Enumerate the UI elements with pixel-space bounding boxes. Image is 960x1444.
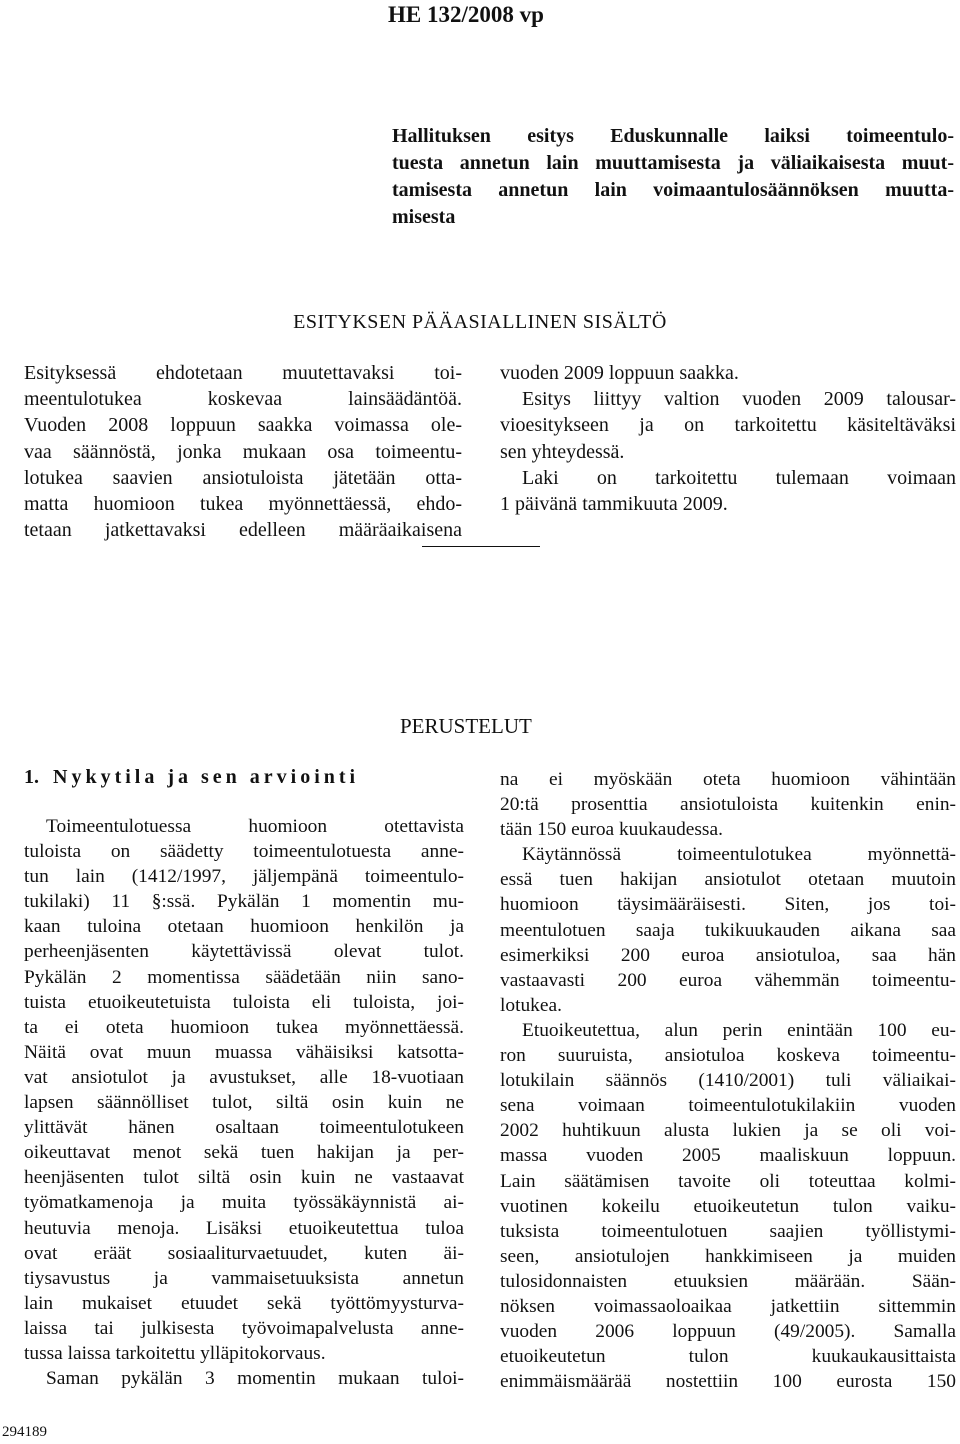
text-line: vuotinen kokeilu etuoikeutetun tulon vaiku- bbox=[500, 1195, 956, 1217]
text-line: Pykälän 2 momentissa säädetään niin sano- bbox=[24, 966, 464, 988]
text-line: tiysavustus ja vammaisetuuksista annetun bbox=[24, 1267, 464, 1289]
text-line: seen, ansiotulojen hankkimiseen ja muiden bbox=[500, 1245, 956, 1267]
section-title: Nykytila ja sen arviointi bbox=[53, 766, 360, 788]
text-line: työmatkamenoja ja muita työssäkäynnistä ai- bbox=[24, 1192, 464, 1214]
text-line: laissa tai julkisesta työvoimapalvelusta anne- bbox=[24, 1317, 464, 1339]
text-line: Esityksessä ehdotetaan muutettavaksi toi- bbox=[24, 362, 462, 384]
text-line: kaan tuloina otetaan huomioon henkilön ja bbox=[24, 916, 464, 938]
text-line: tään 150 euroa kuukaudessa. bbox=[500, 819, 723, 841]
text-line: Etuoikeutettua, alun perin enintään 100 eu- bbox=[522, 1019, 956, 1041]
text-line: huomioon täysimääräisesti. Siten, jos toi- bbox=[500, 894, 956, 916]
text-line: lain mukaiset etuudet sekä työttömyysturva- bbox=[24, 1292, 464, 1314]
text-line: tulosidonnaisten etuuksien määrään. Sään- bbox=[500, 1270, 956, 1292]
section-divider bbox=[422, 546, 540, 547]
text-line: 1 päivänä tammikuuta 2009. bbox=[500, 493, 728, 516]
text-line: matta huomioon tukea myönnettäessä, ehdo- bbox=[24, 493, 462, 516]
title-line: tamisesta annetun lain voimaantulosäännöksen muutta- bbox=[392, 179, 954, 201]
text-line: vat ansiotulot ja avustukset, alle 18-vuotiaan bbox=[24, 1066, 464, 1088]
text-line: Toimeentulotuessa huomioon otettavista bbox=[46, 816, 464, 837]
title-line: Hallituksen esitys Eduskunnalle laiksi toimeentulo- bbox=[392, 125, 954, 147]
text-line: tukilaki) 11 §:ssä. Pykälän 1 momentin mu- bbox=[24, 891, 464, 913]
text-line: tussa laissa tarkoitettu ylläpitokorvaus. bbox=[24, 1342, 326, 1364]
title-line: misesta bbox=[392, 206, 456, 228]
text-line: ron suuruista, ansiotuloa koskeva toimeentu- bbox=[500, 1045, 956, 1067]
text-line: massa vuoden 2005 maaliskuun loppuun. bbox=[500, 1145, 956, 1167]
text-line: heenjäsenten tulot siltä osin kuin ne vastaavat bbox=[24, 1167, 464, 1189]
text-line: Lain säätämisen tavoite oli toteuttaa kolmi- bbox=[500, 1170, 956, 1192]
text-line: lotukea. bbox=[500, 994, 562, 1016]
bill-title bbox=[392, 123, 954, 231]
page-number: 294189 bbox=[2, 1424, 47, 1440]
text-line: vastaavasti 200 euroa vähemmän toimeentu- bbox=[500, 969, 956, 991]
text-line: vaa säännöstä, jonka mukaan osa toimeentu- bbox=[24, 440, 462, 463]
text-line: ta ei oteta huomioon tukea myönnettäessä. bbox=[24, 1016, 464, 1038]
text-line: tuista etuoikeutetuista tuloista eli tuloista, joi- bbox=[24, 991, 464, 1013]
reasons-heading: PERUSTELUT bbox=[400, 714, 532, 738]
text-line: Näitä ovat muun muassa vähäisiksi katsotta- bbox=[24, 1041, 464, 1063]
text-line: tetaan jatkettavaksi edelleen määräaikaisena bbox=[24, 519, 462, 542]
summary-heading: ESITYKSEN PÄÄASIALLINEN SISÄLTÖ bbox=[293, 311, 667, 333]
text-line: etuoikeutetun tulon kuukaukausittaista bbox=[500, 1346, 956, 1368]
text-line: ovat eräät sosiaaliturvaetuudet, kuten äi- bbox=[24, 1242, 464, 1264]
text-line: oikeuttavat menot sekä tuen hakijan ja per- bbox=[24, 1142, 464, 1164]
text-line: heutuvia menoja. Lisäksi etuoikeutettua tuloa bbox=[24, 1217, 464, 1239]
text-line: lotukea saavien ansiotuloista jätetään otta- bbox=[24, 466, 462, 489]
text-line: essä tuen hakijan ansiotulot otetaan muutoin bbox=[500, 869, 956, 891]
text-line: Käytännössä toimeentulotukea myönnettä- bbox=[522, 844, 956, 866]
text-line: Saman pykälän 3 momentin mukaan tuloi- bbox=[46, 1368, 464, 1390]
text-line: enimmäismäärää nostettiin 100 eurosta 150 bbox=[500, 1371, 956, 1393]
text-line: tun lain (1412/1997, jäljempänä toimeentulo- bbox=[24, 866, 464, 888]
body-left-column bbox=[24, 814, 464, 1391]
body-right-column bbox=[500, 767, 956, 1394]
section-number: 1. bbox=[24, 766, 39, 788]
text-line: Laki on tarkoitettu tulemaan voimaan bbox=[522, 466, 956, 489]
text-line: tuksista toimeentulotuen saajien työllistymi- bbox=[500, 1220, 956, 1242]
title-line: tuesta annetun lain muuttamisesta ja väliaikaisesta muut- bbox=[392, 152, 954, 174]
summary-right-column bbox=[500, 360, 956, 517]
text-line: 20:tä prosenttia ansiotuloista kuitenkin enin- bbox=[500, 794, 956, 816]
text-line: vuoden 2006 loppuun (49/2005). Samalla bbox=[500, 1321, 956, 1343]
text-line: sen yhteydessä. bbox=[500, 440, 625, 463]
text-line: lotukilain säännös (1410/2001) tuli väliaikai- bbox=[500, 1070, 956, 1092]
text-line: meentulotuen saaja tukikuukauden aikana saa bbox=[500, 919, 956, 941]
text-line: vuoden 2009 loppuun saakka. bbox=[500, 362, 739, 384]
section-heading bbox=[24, 766, 359, 789]
text-line: na ei myöskään oteta huomioon vähintään bbox=[500, 769, 956, 790]
text-line: Vuoden 2008 loppuun saakka voimassa ole- bbox=[24, 414, 462, 437]
text-line: sena voimaan toimeentulotukilakiin vuoden bbox=[500, 1095, 956, 1117]
text-line: 2002 huhtikuun alusta lukien ja se oli voi- bbox=[500, 1120, 956, 1142]
summary-left-column bbox=[24, 360, 462, 543]
text-line: meentulotukea koskevaa lainsäädäntöä. bbox=[24, 388, 462, 411]
text-line: Esitys liittyy valtion vuoden 2009 talousar- bbox=[522, 388, 956, 411]
text-line: vioesitykseen ja on tarkoitettu käsiteltäväksi bbox=[500, 414, 956, 437]
document-id: HE 132/2008 vp bbox=[388, 2, 544, 27]
text-line: nöksen voimassaoloaikaa jatkettiin sittemmin bbox=[500, 1295, 956, 1317]
text-line: lapsen säännölliset tulot, siltä osin kuin ne bbox=[24, 1092, 464, 1114]
text-line: tuloista on säädetty toimeentulotuesta anne- bbox=[24, 841, 464, 863]
text-line: esimerkiksi 200 euroa ansiotuloa, saa hän bbox=[500, 944, 956, 966]
text-line: perheenjäsenten käytettävissä olevat tulot. bbox=[24, 941, 464, 963]
text-line: ylittävät hänen osaltaan toimeentulotukeen bbox=[24, 1117, 464, 1139]
